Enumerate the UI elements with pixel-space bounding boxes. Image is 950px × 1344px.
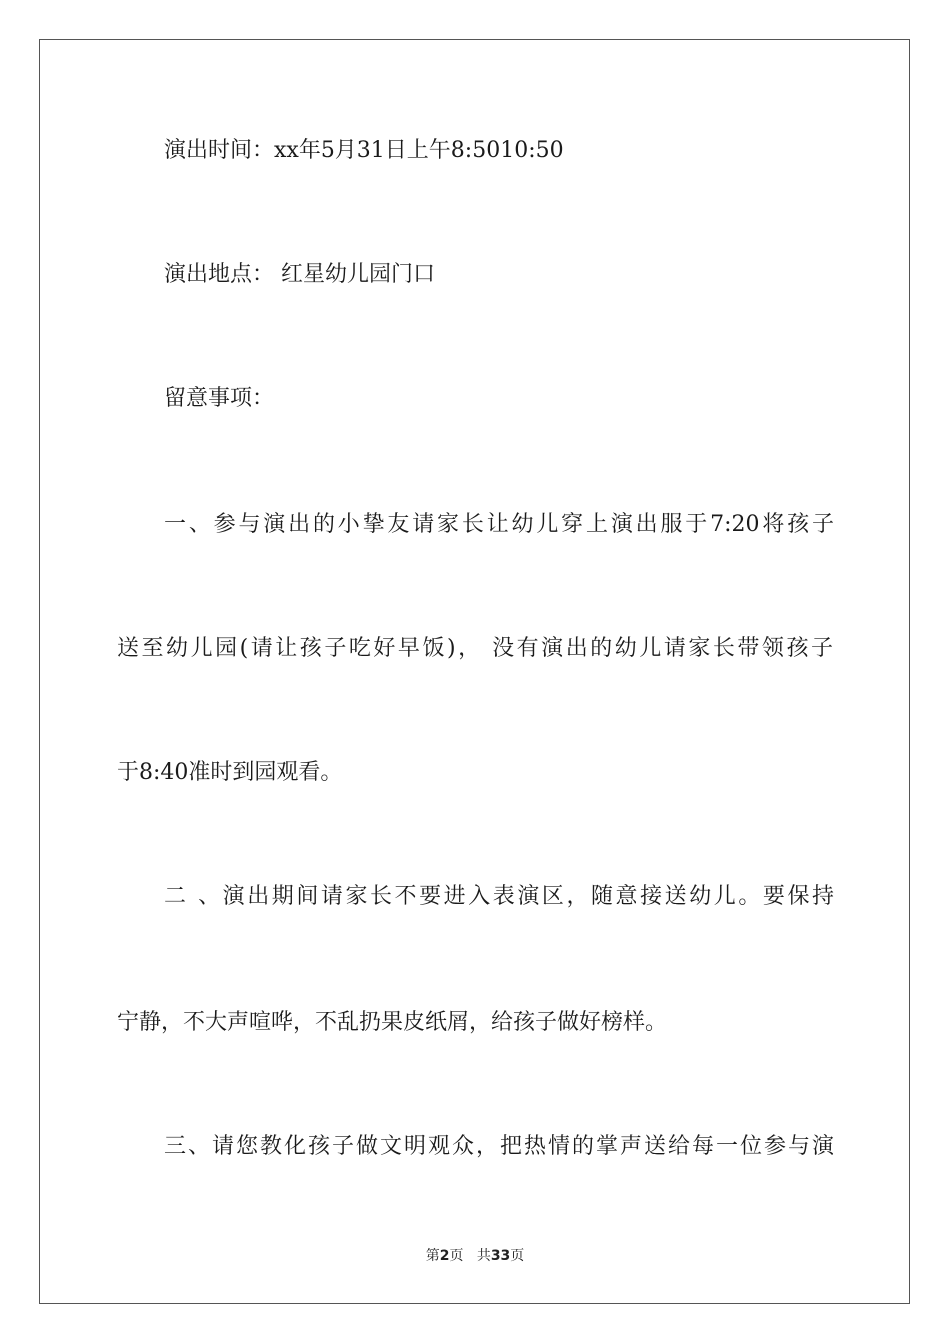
footer-page-suffix: 页 — [449, 1248, 464, 1264]
footer-page-number: 2 — [439, 1248, 450, 1264]
performance-time-line: 演出时间：xx年5月31日上午8:5010:50 — [164, 138, 564, 163]
footer-total-suffix: 页 — [510, 1248, 525, 1264]
footer-page-prefix: 第 — [425, 1248, 440, 1264]
footer-total-prefix: 共 — [476, 1248, 491, 1264]
page-footer — [0, 1245, 950, 1265]
notes-heading: 留意事项： — [164, 386, 275, 411]
note-2-line-2: 宁静，不大声喧哗，不乱扔果皮纸屑，给孩子做好榜样。 — [117, 1010, 668, 1035]
note-2-line-1: 二 、演出期间请家长不要进入表演区，随意接送幼儿。要保持 — [164, 884, 834, 909]
page-frame — [39, 39, 910, 1304]
note-1-line-2: 送至幼儿园(请让孩子吃好早饭)， 没有演出的幼儿请家长带领孩子 — [117, 636, 833, 661]
note-1-line-3: 于8:40准时到园观看。 — [117, 760, 343, 785]
performance-location-line: 演出地点： 红星幼儿园门口 — [164, 262, 435, 287]
footer-total-pages: 33 — [490, 1248, 511, 1264]
note-3-line-1: 三、请您教化孩子做文明观众，把热情的掌声送给每一位参与演 — [164, 1134, 834, 1159]
note-1-line-1: 一、参与演出的小挚友请家长让幼儿穿上演出服于7:20将孩子 — [164, 512, 834, 537]
